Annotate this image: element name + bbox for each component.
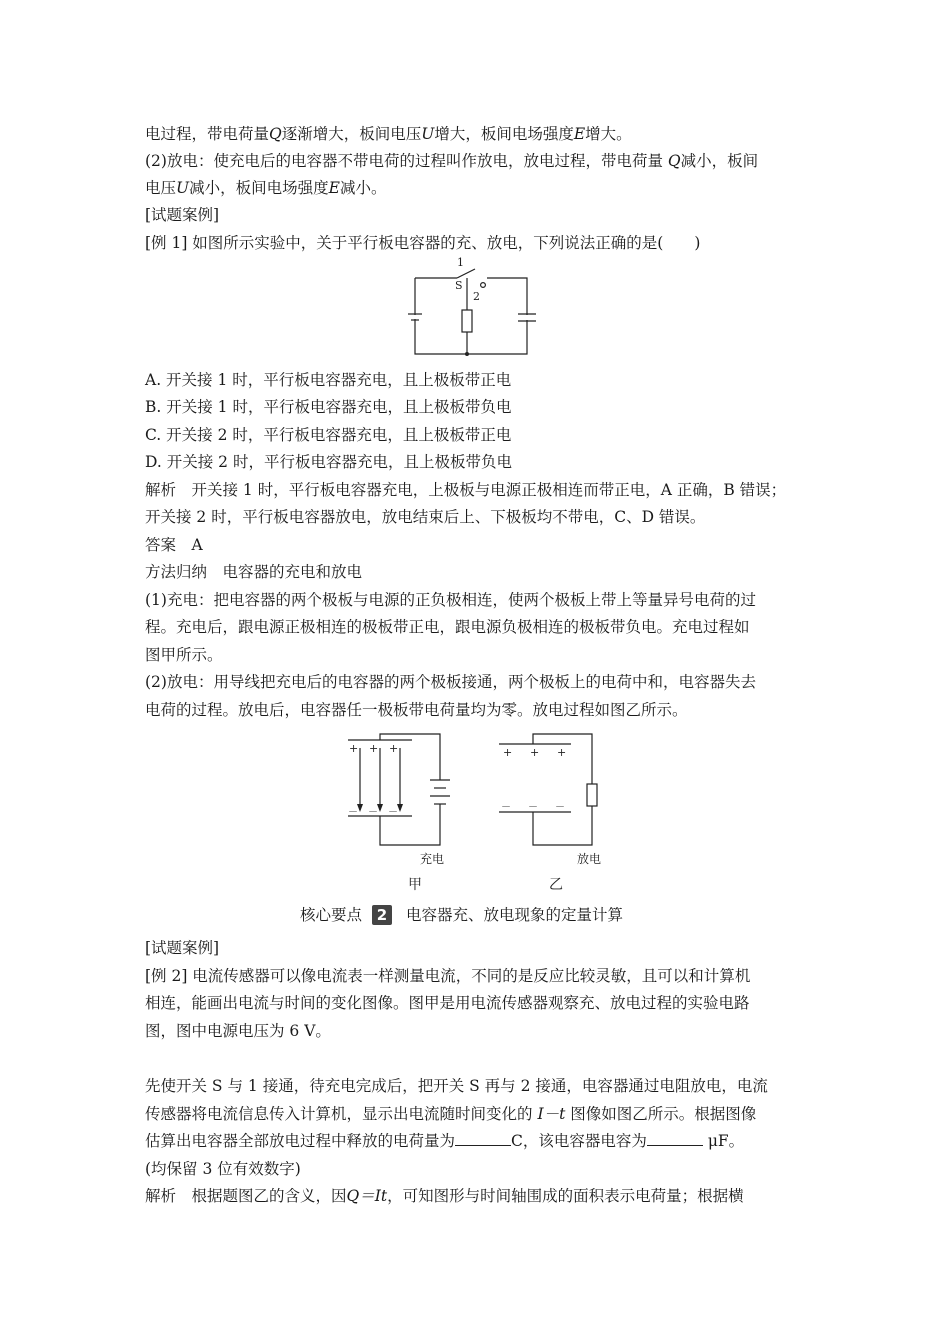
label-yi: 乙 (549, 877, 563, 893)
circuit-diagram-1 (405, 258, 540, 362)
option-a: A. 开关接 1 时，平行板电容器充电，且上极板带正电 (145, 371, 512, 389)
paragraph-line-2: 传感器将电流信息传入计算机，显示出电流随时间变化的 I－t 图像如图乙所示。根据图像 (145, 1105, 757, 1123)
charge-caption: 充电 (420, 852, 445, 866)
analysis-2: 开关接 2 时，平行板电容器放电，放电结束后上、下极板均不带电，C、D 错误。 (145, 508, 706, 526)
paragraph-line-4: (均保留 3 位有效数字) (145, 1160, 301, 1178)
answer: 答案 A (145, 536, 203, 554)
method-title: 方法归纳 电容器的充电和放电 (145, 563, 363, 581)
plus-sign: + (530, 746, 540, 759)
minus-sign: － (368, 807, 378, 818)
section-label: [试题案例] (145, 206, 220, 224)
charge-text-3: 图甲所示。 (145, 646, 223, 664)
charge-text-2: 程。充电后，跟电源正极相连的极板带正电，跟电源负极相连的极板带负电。充电过程如 (145, 618, 750, 636)
option-c: C. 开关接 2 时，平行板电容器充电，且上极板带正电 (145, 426, 512, 444)
discharge-caption: 放电 (577, 852, 602, 866)
label-1: 1 (457, 256, 464, 269)
plus-sign: + (369, 742, 379, 755)
formula-q-it: Q＝It (346, 1187, 388, 1205)
minus-sign: － (348, 807, 358, 818)
answer-blank-capacitance[interactable] (647, 1131, 703, 1146)
minus-sign: － (388, 807, 398, 818)
heading-prefix: 核心要点 (300, 906, 363, 924)
discharge-text-2: 电荷的过程。放电后，电容器任一极板带电荷量均为零。放电过程如图乙所示。 (145, 701, 688, 719)
heading-number-badge: 2 (372, 905, 392, 925)
discharging-diagram (495, 728, 620, 893)
label-2: 2 (473, 290, 480, 303)
example-2-line-2: 相连，能画出电流与时间的变化图像。图甲是用电流传感器观察充、放电过程的实验电路 (145, 994, 750, 1012)
option-d: D. 开关接 2 时，平行板电容器充电，且上极板带负电 (145, 453, 512, 471)
paragraph-line-3: 估算出电容器全部放电过程中释放的电荷量为 C，该电容器电容为 μF。 (145, 1132, 745, 1150)
example-2-line-3: 图，图中电源电压为 6 V。 (145, 1022, 331, 1040)
charging-diagram (340, 728, 470, 893)
charge-text-1: (1)充电：把电容器的两个极板与电源的正负极相连，使两个极板上带上等量异号电荷的过 (145, 591, 756, 609)
label-s: S (455, 279, 463, 292)
analysis-1: 解析 开关接 1 时，平行板电容器充电，上极板与电源正极相连而带正电，A 正确，B 错误； (145, 481, 787, 499)
text-line-2: (2)放电：使充电后的电容器不带电荷的过程叫作放电，放电过程，带电荷量 Q减小，板间 (145, 152, 759, 170)
heading-title: 电容器充、放电现象的定量计算 (406, 906, 624, 924)
label-jia: 甲 (408, 877, 422, 893)
analysis-final: 解析 根据题图乙的含义，因Q＝It，可知图形与时间轴围成的面积表示电荷量；根据横 (145, 1187, 744, 1205)
plus-sign: + (503, 746, 513, 759)
text-line-3: 电压U减小，板间电场强度E减小。 (145, 179, 387, 197)
text-line-1: 电过程，带电荷量Q逐渐增大，板间电压U增大，板间电场强度E增大。 (145, 125, 632, 143)
example-1-question: [例 1] 如图所示实验中，关于平行板电容器的充、放电，下列说法正确的是( ) (145, 234, 701, 252)
minus-sign: － (528, 802, 538, 813)
plus-sign: + (349, 742, 359, 755)
section-heading (300, 904, 623, 926)
minus-sign: － (555, 802, 565, 813)
example-2-line-1: [例 2] 电流传感器可以像电流表一样测量电流，不同的是反应比较灵敏，且可以和计算机 (145, 967, 751, 985)
plus-sign: + (557, 746, 567, 759)
option-b: B. 开关接 1 时，平行板电容器充电，且上极板带负电 (145, 398, 512, 416)
section-label-2: [试题案例] (145, 939, 220, 957)
answer-blank-charge[interactable] (455, 1131, 511, 1146)
paragraph-line-1: 先使开关 S 与 1 接通，待充电完成后，把开关 S 再与 2 接通，电容器通过电阻放电，电流 (145, 1077, 768, 1095)
minus-sign: － (501, 802, 511, 813)
plus-sign: + (389, 742, 399, 755)
formula-i-t: I－t (537, 1105, 566, 1123)
discharge-text-1: (2)放电：用导线把充电后的电容器的两个极板接通，两个极板上的电荷中和，电容器失去 (145, 673, 756, 691)
